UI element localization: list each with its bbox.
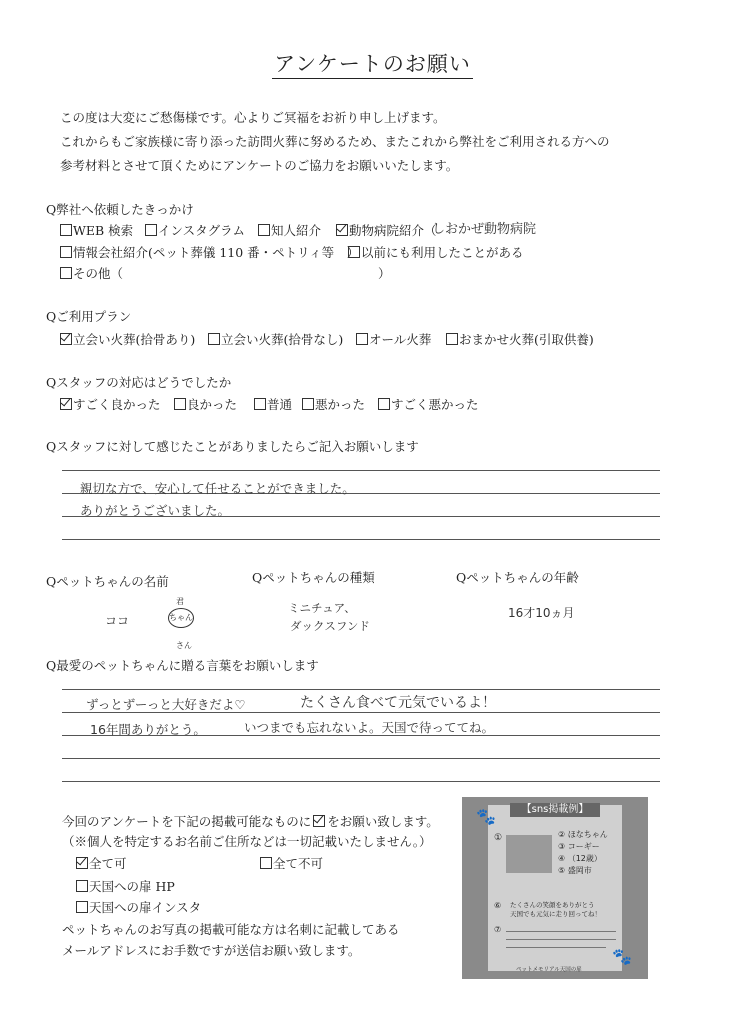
q1-other-close: ） [378, 266, 391, 281]
q5-answer-1b[interactable]: たくさん食べて元気でいるよ！ [300, 695, 496, 711]
q2-heading: Qご利用プラン [46, 309, 132, 324]
pet-age-heading: Qペットちゃんの年齢 [456, 570, 579, 585]
q1-option-friend[interactable]: 知人紹介 [258, 221, 321, 239]
q4-answer-1[interactable]: 親切な方で、安心して任せることができました。 [80, 481, 355, 496]
sns-message: たくさんの笑顔をありがとう 天国でも元気に走り回ってね！ [510, 901, 601, 918]
pet-type-line2[interactable]: ダックスフンド [290, 619, 370, 633]
q1-option-web[interactable]: WEB 検索 [60, 221, 133, 239]
pet-name-heading: Qペットちゃんの名前 [46, 574, 169, 589]
publish-footer-2: メールアドレスにお手数ですが送信お願い致します。 [62, 943, 361, 958]
q5-heading: Q最愛のペットちゃんに贈る言葉をお願いします [46, 658, 319, 673]
publish-option-all[interactable]: 全て可 [76, 854, 127, 872]
sns-num-6: ⑥ [494, 901, 502, 910]
honorific-kun: 君 [176, 597, 184, 606]
sns-title: 【sns掲載例】 [510, 803, 600, 817]
q2-option-3[interactable]: オール火葬 [356, 330, 431, 348]
sns-footer: ペットメモリアル天国の扉 [516, 967, 582, 973]
q5-answer-1a[interactable]: ずっとずーっと大好きだよ♡ [86, 697, 246, 712]
answer-line [62, 470, 660, 471]
q1-clinic-handwritten: しおかぜ動物病院 [432, 222, 537, 237]
publish-option-insta[interactable]: 天国への扉インスタ [76, 898, 201, 916]
q3-heading: Qスタッフの対応はどうでしたか [46, 375, 232, 390]
pet-age[interactable]: 16才10ヵ月 [508, 606, 575, 620]
sns-divider [506, 931, 616, 932]
honorific-san: さん [176, 641, 192, 650]
sns-divider [506, 947, 606, 948]
q5-answer-2a[interactable]: 16年間ありがとう。 [90, 722, 206, 737]
publish-option-none[interactable]: 全て不可 [260, 854, 323, 872]
q3-option-5[interactable]: すごく悪かった [378, 395, 479, 413]
publish-instructions: 今回のアンケートを下記の掲載可能なものに をお願い致します。 [62, 814, 439, 829]
paw-icon: 🐾 [612, 947, 632, 966]
publish-footer-1: ペットちゃんのお写真の掲載可能な方は名刺に記載してある [62, 922, 400, 937]
answer-line [62, 781, 660, 782]
q3-option-3[interactable]: 普通 [254, 395, 292, 413]
q4-answer-2[interactable]: ありがとうございました。 [80, 503, 231, 518]
page-title: アンケートのお願い [0, 48, 745, 78]
publish-note: （※個人を特定するお名前ご住所などは一切記載いたしません。） [62, 834, 432, 849]
pet-type-heading: Qペットちゃんの種類 [252, 570, 375, 585]
answer-line [62, 689, 660, 690]
q3-option-2[interactable]: 良かった [174, 395, 237, 413]
sns-item-list: ② ほなちゃん ③ コーギー ④ （12歳） ⑤ 盛岡市 [558, 830, 608, 875]
q1-option-clinic[interactable]: 動物病院紹介（ [336, 221, 437, 239]
q1-option-other[interactable]: その他（ [60, 264, 123, 282]
pet-name[interactable]: ココ [105, 614, 130, 628]
sns-num-7: ⑦ [494, 925, 502, 934]
q2-option-2[interactable]: 立会い火葬(拾骨なし) [208, 330, 343, 348]
q1-option-repeat[interactable]: 以前にも利用したことがある [348, 243, 524, 261]
q3-option-1[interactable]: すごく良かった [60, 395, 161, 413]
answer-line [62, 539, 660, 540]
q4-heading: Qスタッフに対して感じたことがありましたらご記入お願いします [46, 439, 419, 454]
paw-icon: 🐾 [476, 807, 496, 826]
q1-option-instagram[interactable]: インスタグラム [145, 221, 245, 239]
sns-num-1: ① [494, 833, 503, 843]
q1-option-info[interactable]: 情報会社紹介(ペット葬儀 110 番・ペトリィ等 ） [60, 243, 359, 261]
dog-photo [506, 835, 552, 873]
q2-option-4[interactable]: おまかせ火葬(引取供養) [446, 330, 594, 348]
q3-option-4[interactable]: 悪かった [302, 395, 365, 413]
pet-type-line1[interactable]: ミニチュア、 [288, 601, 356, 615]
intro-text: この度は大変にご愁傷様です。心よりご冥福をお祈り申し上げます。 これからもご家族様に寄り添った訪問火葬に努めるため、またこれから弊社をご利用される方への 参考材料とさせて頂くためにアンケートのご協力をお願いいたします。 [60, 110, 610, 173]
q1-heading: Q弊社へ依頼したきっかけ [46, 202, 194, 217]
publish-option-hp[interactable]: 天国への扉 HP [76, 877, 175, 895]
q2-option-1[interactable]: 立会い火葬(拾骨あり) [60, 330, 195, 348]
answer-line [62, 758, 660, 759]
sns-divider [506, 939, 616, 940]
q5-answer-2b[interactable]: いつまでも忘れないよ。天国で待っててね。 [244, 720, 495, 735]
sns-example-card [462, 797, 648, 979]
honorific-chan-circled[interactable]: ちゃん [168, 608, 194, 628]
